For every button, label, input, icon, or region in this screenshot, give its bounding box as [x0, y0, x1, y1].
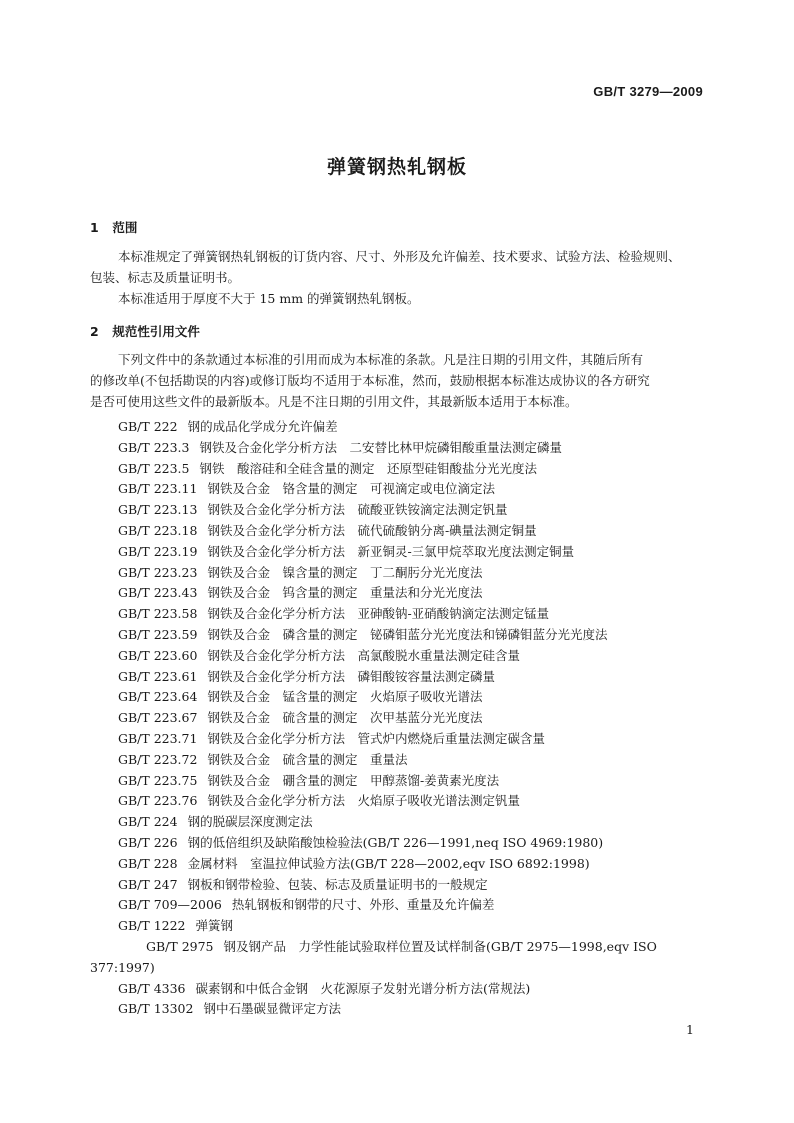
- reference-code: GB/T 2975: [146, 938, 214, 954]
- intro-line-3: 是否可使用这些文件的最新版本。凡是不注日期的引用文件，其最新版本适用于本标准。: [90, 393, 578, 409]
- reference-item: [90, 604, 710, 625]
- reference-code: GB/T 223.67: [118, 710, 198, 726]
- reference-code: GB/T 223.64: [118, 689, 198, 705]
- reference-code: GB/T 223.43: [118, 585, 198, 601]
- reference-code: GB/T 223.5: [118, 460, 190, 476]
- reference-item: [90, 521, 710, 542]
- reference-code: GB/T 223.58: [118, 606, 198, 622]
- reference-title: 钢铁及合金化学分析方法 高氯酸脱水重量法测定硅含量: [207, 647, 520, 663]
- reference-title: 钢铁及合金 锰含量的测定 火焰原子吸收光谱法: [207, 689, 483, 705]
- reference-item: [90, 979, 710, 1000]
- reference-title: 钢铁及合金 镍含量的测定 丁二酮肟分光光度法: [207, 564, 483, 580]
- reference-title: 钢铁及合金化学分析方法 火焰原子吸收光谱法测定钒量: [207, 793, 520, 809]
- reference-title: 钢的低倍组织及缺陷酸蚀检验法(GB/T 226—1991,neq ISO 4969:1980): [187, 834, 604, 850]
- section-2-title: 规范性引用文件: [112, 324, 200, 339]
- reference-item: [90, 646, 710, 667]
- reference-item: [90, 583, 710, 604]
- reference-code: GB/T 226: [118, 834, 178, 850]
- reference-title: 钢铁及合金 磷含量的测定 铋磷钼蓝分光光度法和锑磷钼蓝分光光度法: [207, 626, 608, 642]
- reference-code: GB/T 13302: [118, 1001, 194, 1017]
- reference-code: GB/T 223.75: [118, 772, 198, 788]
- reference-item: [90, 791, 710, 812]
- intro-line-2: 的修改单(不包括勘误的内容)或修订版均不适用于本标准，然而，鼓励根据本标准达成协议的各方研究: [90, 372, 650, 388]
- reference-code: GB/T 223.72: [118, 751, 198, 767]
- reference-title: 金属材料 室温拉伸试验方法(GB/T 228—2002,eqv ISO 6892:1998): [187, 855, 590, 871]
- section-1-title: 范围: [112, 220, 138, 235]
- reference-title: 钢铁及合金化学分析方法 二安替比林甲烷磷钼酸重量法测定磷量: [199, 439, 562, 455]
- reference-item: [90, 875, 710, 896]
- reference-item: [90, 854, 710, 875]
- reference-code: GB/T 228: [118, 855, 178, 871]
- reference-item: [90, 687, 710, 708]
- reference-code: GB/T 224: [118, 814, 178, 830]
- reference-item: [90, 438, 710, 459]
- reference-list: [90, 417, 710, 1020]
- reference-title: 热轧钢板和钢带的尺寸、外形、重量及允许偏差: [231, 897, 495, 913]
- reference-item: [90, 542, 710, 563]
- document-title: 弹簧钢热轧钢板: [326, 156, 467, 178]
- scope-paragraph-line-1: 本标准规定了弹簧钢热轧钢板的订货内容、尺寸、外形及允许偏差、技术要求、试验方法、检验规则、: [118, 249, 681, 264]
- reference-item: [90, 500, 710, 521]
- reference-code: GB/T 1222: [118, 918, 186, 934]
- reference-code: GB/T 223.76: [118, 793, 198, 809]
- section-1-body: [90, 247, 704, 309]
- reference-item: [90, 708, 710, 729]
- reference-title: 钢铁及合金 硫含量的测定 次甲基蓝分光光度法: [207, 710, 483, 726]
- reference-item: [90, 833, 710, 854]
- reference-code: GB/T 223.13: [118, 502, 198, 518]
- reference-title: 钢铁及合金 硼含量的测定 甲醇蒸馏-姜黄素光度法: [207, 772, 500, 788]
- section-1-heading: [90, 218, 137, 236]
- scope-paragraph-2: 本标准适用于厚度不大于 15 mm 的弹簧钢热轧钢板。: [118, 290, 420, 306]
- reference-title: 钢铁及合金 硫含量的测定 重量法: [207, 751, 408, 767]
- reference-item: [90, 417, 710, 438]
- page-number: 1: [686, 1022, 694, 1037]
- reference-code: GB/T 223.60: [118, 647, 198, 663]
- reference-item: [90, 479, 710, 500]
- reference-code: GB/T 223.23: [118, 564, 198, 580]
- section-2-number: 2: [90, 324, 99, 339]
- reference-title: 弹簧钢: [195, 918, 234, 934]
- reference-code: GB/T 709—2006: [118, 897, 222, 913]
- reference-title: 钢铁及合金化学分析方法 管式炉内燃烧后重量法测定碳含量: [207, 730, 545, 746]
- reference-item: [90, 729, 710, 750]
- section-1-number: 1: [90, 220, 99, 235]
- reference-title: 钢铁及合金化学分析方法 硫酸亚铁铵滴定法测定钒量: [207, 502, 508, 518]
- reference-title: 钢的脱碳层深度测定法: [187, 814, 313, 830]
- reference-title: 钢中石墨碳显微评定方法: [203, 1001, 341, 1017]
- reference-title: 钢铁及合金化学分析方法 硫代硫酸钠分离-碘量法测定铜量: [207, 522, 537, 538]
- intro-line-1: 下列文件中的条款通过本标准的引用而成为本标准的条款。凡是注日期的引用文件，其随后所有: [118, 352, 644, 367]
- reference-item: [90, 999, 710, 1020]
- reference-title: 钢铁 酸溶硅和全硅含量的测定 还原型硅钼酸盐分光光度法: [199, 460, 537, 476]
- reference-item: [90, 667, 710, 688]
- reference-title: 钢及钢产品 力学性能试验取样位置及试样制备(GB/T 2975—1998,eqv ISO 377:1997): [90, 938, 657, 975]
- section-2-intro: [90, 350, 704, 412]
- reference-title: 钢板和钢带检验、包装、标志及质量证明书的一般规定: [187, 876, 488, 892]
- reference-item: [90, 937, 710, 979]
- reference-title: 钢铁及合金 铬含量的测定 可视滴定或电位滴定法: [207, 481, 495, 497]
- reference-item: [90, 812, 710, 833]
- section-2-heading: [90, 322, 200, 340]
- reference-title: 钢铁及合金 钨含量的测定 重量法和分光光度法: [207, 585, 483, 601]
- reference-title: 钢铁及合金化学分析方法 新亚铜灵-三氯甲烷萃取光度法测定铜量: [207, 543, 575, 559]
- reference-title: 钢铁及合金化学分析方法 亚砷酸钠-亚硝酸钠滴定法测定锰量: [207, 606, 550, 622]
- reference-code: GB/T 223.3: [118, 439, 190, 455]
- reference-item: [90, 895, 710, 916]
- reference-code: GB/T 223.11: [118, 481, 198, 497]
- reference-title: 钢铁及合金化学分析方法 磷钼酸铵容量法测定磷量: [207, 668, 495, 684]
- reference-item: [90, 916, 710, 937]
- reference-code: GB/T 223.71: [118, 730, 198, 746]
- reference-code: GB/T 4336: [118, 980, 186, 996]
- reference-code: GB/T 247: [118, 876, 178, 892]
- reference-code: GB/T 223.61: [118, 668, 198, 684]
- scope-paragraph-line-2: 包装、标志及质量证明书。: [90, 269, 241, 285]
- standard-number: GB/T 3279—2009: [593, 84, 703, 99]
- reference-code: GB/T 223.18: [118, 522, 198, 538]
- reference-item: [90, 563, 710, 584]
- reference-code: GB/T 223.59: [118, 626, 198, 642]
- reference-title: 钢的成品化学成分允许偏差: [187, 419, 338, 434]
- reference-item: [90, 750, 710, 771]
- reference-code: GB/T 223.19: [118, 543, 198, 559]
- reference-item: [90, 625, 710, 646]
- reference-code: GB/T 222: [118, 419, 178, 434]
- reference-title: 碳素钢和中低合金钢 火花源原子发射光谱分析方法(常规法): [195, 980, 531, 996]
- reference-item: [90, 771, 710, 792]
- reference-item: [90, 459, 710, 480]
